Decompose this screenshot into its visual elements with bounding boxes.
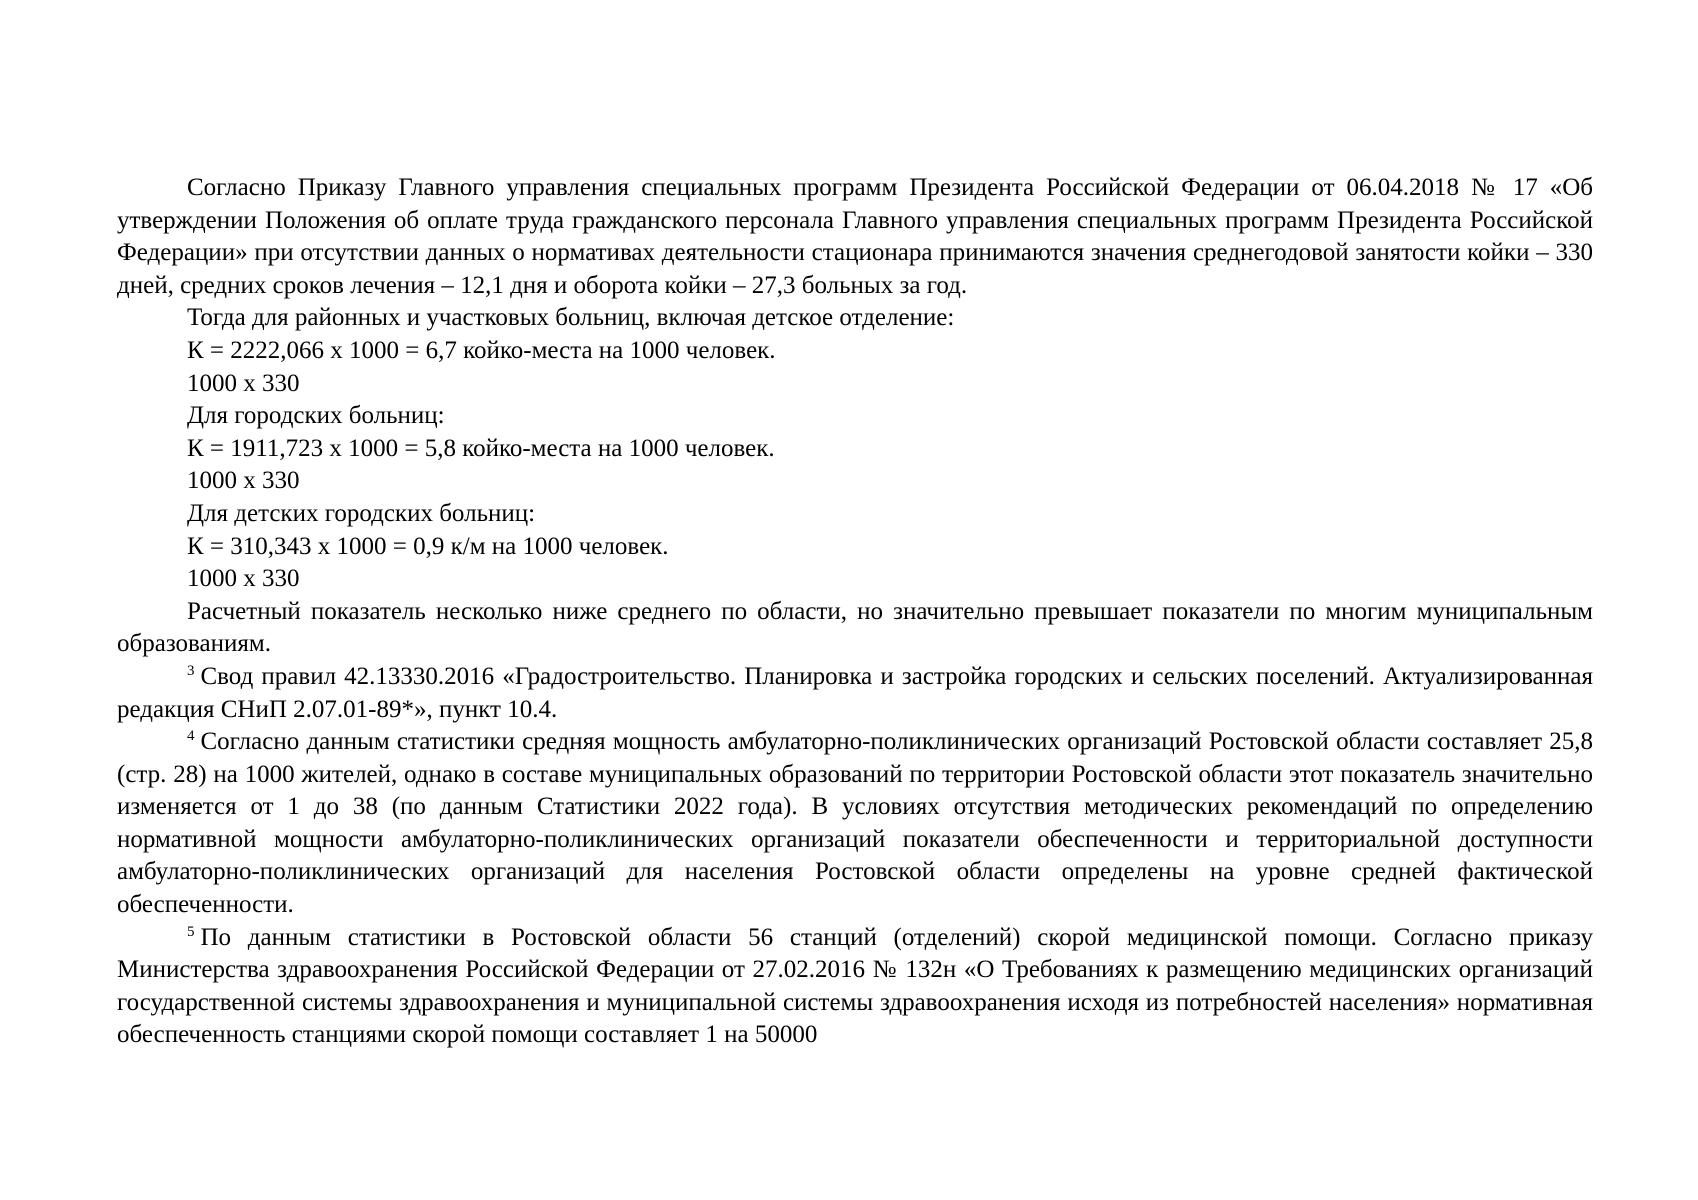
document-page xyxy=(117,172,1593,1052)
city-hospitals-denominator: 1000 х 330 xyxy=(187,467,300,495)
footnote-5-text: По данным статистики в Ростовской области 56 станций (отделений) скорой медицинской помощи. Согласно приказу Министерства здравоохранения Российской Федерации от 27.02.2016 № 132н «О Требованиях к размещению медицинских организаций государственной системы здравоохранения и муниципальной системы здравоохранения исходя из потребностей населения» нормативная обеспеченность станциями скорой помощи составляет 1 на 50000 xyxy=(117,923,1593,1049)
children-hospitals-formula: К = 310,343 х 1000 = 0,9 к/м на 1000 человек. xyxy=(187,532,669,560)
footnote-4-text: Согласно данным статистики средняя мощность амбулаторно-поликлинических организаций Ростовской области составляет 25,8 (стр. 28) на 1000 жителей, однако в составе муниципальных образований по территории Ростовской области этот показатель значительно изменяется от 1 до 38 (по данным Статистики 2022 года). В условиях отсутствия методических рекомендаций по определению нормативной мощности амбулаторно-поликлинических организаций показатели обеспеченности и территориальной доступности амбулаторно-поликлинических организаций для населения Ростовской области определены на уровне средней фактической обеспеченности. xyxy=(117,728,1593,919)
footnote-4 xyxy=(117,726,1593,922)
district-hospitals-denominator: 1000 х 330 xyxy=(187,369,300,397)
children-hospitals-denominator: 1000 х 330 xyxy=(187,565,300,593)
footnote-5 xyxy=(117,922,1593,1052)
footnote-5-mark: 5 xyxy=(187,923,195,940)
district-hospitals-label: Тогда для районных и участковых больниц, включая детское отделение: xyxy=(187,304,955,332)
footnote-4-mark: 4 xyxy=(187,728,195,745)
intro-paragraph: Согласно Приказу Главного управления специальных программ Президента Российской Федерации от 06.04.2018 № 17 «Об утверждении Положения об оплате труда гражданского персонала Главного управления специальных программ Президента Российской Федерации» при отсутствии данных о нормативах деятельности стационара принимаются значения среднегодовой занятости койки – 330 дней, средних сроков лечения – 12,1 дня и оборота койки – 27,3 больных за год. xyxy=(117,174,1593,299)
footnote-3-text: Свод правил 42.13330.2016 «Градостроительство. Планировка и застройка городских и сельских поселений. Актуализированная редакция СНиП 2.07.01-89*», пункт 10.4. xyxy=(117,662,1593,723)
conclusion-paragraph: Расчетный показатель несколько ниже среднего по области, но значительно превышает показатели по многим муниципальным образованиям. xyxy=(117,597,1593,658)
district-hospitals-formula: К = 2222,066 х 1000 = 6,7 койко-места на 1000 человек. xyxy=(187,336,776,364)
city-hospitals-label: Для городских больниц: xyxy=(187,402,445,430)
footnote-3 xyxy=(117,661,1593,726)
footnote-3-mark: 3 xyxy=(187,662,195,679)
children-hospitals-label: Для детских городских больниц: xyxy=(187,499,536,527)
city-hospitals-formula: К = 1911,723 х 1000 = 5,8 койко-места на 1000 человек. xyxy=(187,434,775,462)
